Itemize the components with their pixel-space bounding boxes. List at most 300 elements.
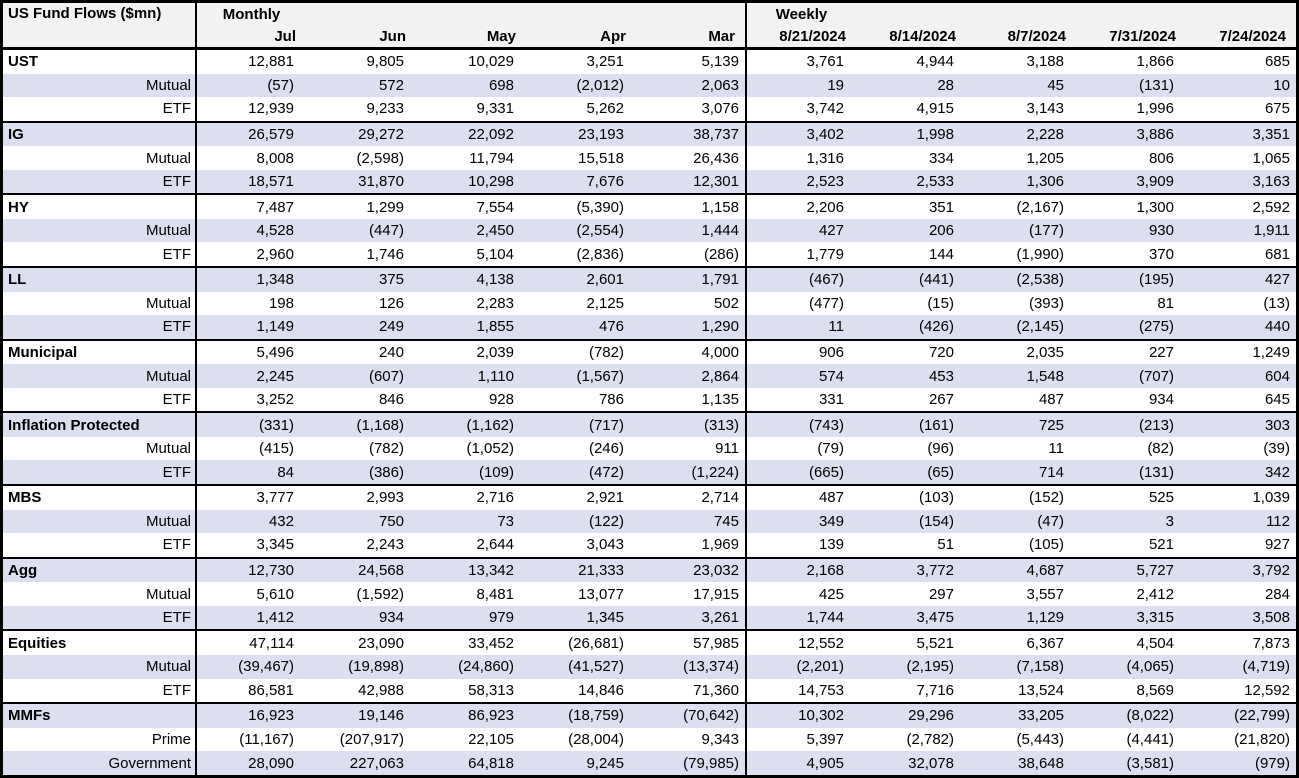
cell: 2,035 bbox=[1026, 343, 1064, 361]
column-header-mar: Mar bbox=[636, 25, 746, 49]
table-row bbox=[3, 533, 1296, 558]
cell: 334 bbox=[928, 149, 954, 167]
cell: (11,167) bbox=[239, 730, 294, 748]
cell: 928 bbox=[488, 391, 514, 409]
cell: 3,402 bbox=[746, 122, 856, 147]
table-row bbox=[3, 558, 1296, 583]
cell: 927 bbox=[1264, 536, 1290, 554]
cell: (1,162) bbox=[416, 412, 526, 437]
cell: 12,552 bbox=[798, 634, 844, 652]
column-header-week-1: 8/21/2024 bbox=[746, 25, 856, 49]
cell: 249 bbox=[306, 315, 416, 340]
cell: (22,799) bbox=[1186, 703, 1296, 728]
cell: 2,039 bbox=[476, 343, 514, 361]
cell: 725 bbox=[966, 412, 1076, 437]
cell: 1,290 bbox=[636, 315, 746, 340]
table-header bbox=[3, 3, 1296, 49]
table-row bbox=[3, 74, 1296, 98]
cell: 3,772 bbox=[856, 558, 966, 583]
cell: 645 bbox=[1264, 391, 1290, 409]
section-header-row bbox=[3, 3, 1296, 25]
cell: 3,761 bbox=[806, 53, 844, 71]
cell: 3,508 bbox=[1186, 606, 1296, 631]
cell: 13,342 bbox=[416, 558, 526, 583]
column-header-jun: Jun bbox=[306, 25, 416, 49]
cell: 8,008 bbox=[256, 149, 294, 167]
cell: 3,909 bbox=[1076, 170, 1186, 195]
cell: 22,092 bbox=[416, 122, 526, 147]
cell: (2,598) bbox=[356, 149, 404, 167]
cell: 911 bbox=[636, 437, 746, 461]
cell: 14,753 bbox=[798, 681, 844, 699]
cell: 846 bbox=[378, 391, 404, 409]
cell: 17,915 bbox=[636, 582, 746, 606]
cell: (286) bbox=[636, 242, 746, 267]
cell: (2,836) bbox=[576, 245, 624, 263]
cell: 4,138 bbox=[416, 267, 526, 292]
cell: 19,146 bbox=[306, 703, 416, 728]
table-row bbox=[3, 97, 1296, 122]
cell: 2,993 bbox=[366, 489, 404, 507]
cell: (447) bbox=[306, 219, 416, 243]
cell: 3,143 bbox=[1026, 100, 1064, 118]
cell: 3,777 bbox=[256, 489, 294, 507]
cell: 9,343 bbox=[636, 728, 746, 752]
cell: 31,870 bbox=[306, 170, 416, 195]
cell: 4,687 bbox=[966, 558, 1076, 583]
cell: (4,441) bbox=[1126, 730, 1174, 748]
row-label: Mutual bbox=[3, 74, 196, 98]
cell: 476 bbox=[526, 315, 636, 340]
cell: (213) bbox=[1076, 412, 1186, 437]
cell: 29,296 bbox=[856, 703, 966, 728]
column-header-may: May bbox=[416, 25, 526, 49]
row-label: Government bbox=[3, 751, 196, 775]
row-label: Mutual bbox=[3, 146, 196, 170]
cell: 33,205 bbox=[966, 703, 1076, 728]
table-row bbox=[3, 655, 1296, 679]
cell: (707) bbox=[1076, 364, 1186, 388]
column-header-week-5: 7/24/2024 bbox=[1186, 25, 1296, 49]
cell: (109) bbox=[416, 460, 526, 485]
cell: 453 bbox=[856, 364, 966, 388]
table-body bbox=[3, 49, 1296, 776]
cell: 22,105 bbox=[468, 730, 514, 748]
cell: 12,592 bbox=[1244, 681, 1290, 699]
cell: (82) bbox=[1147, 440, 1174, 458]
cell: 1,135 bbox=[636, 388, 746, 413]
cell: (2,195) bbox=[856, 655, 966, 679]
section-label-monthly: Monthly bbox=[196, 3, 306, 25]
cell: 12,881 bbox=[248, 53, 294, 71]
cell: 24,568 bbox=[306, 558, 416, 583]
cell: 1,998 bbox=[856, 122, 966, 147]
cell: (154) bbox=[856, 510, 966, 534]
cell: (2,201) bbox=[746, 655, 856, 679]
cell: 11,794 bbox=[469, 149, 514, 167]
cell: 18,571 bbox=[196, 170, 306, 195]
row-label: Mutual bbox=[3, 510, 196, 534]
cell: (4,719) bbox=[1186, 655, 1296, 679]
cell: 26,579 bbox=[196, 122, 306, 147]
cell: 32,078 bbox=[856, 751, 966, 775]
cell: (39) bbox=[1263, 440, 1290, 458]
cell: 3,163 bbox=[1186, 170, 1296, 195]
cell: 206 bbox=[856, 219, 966, 243]
cell: (207,917) bbox=[339, 730, 404, 748]
cell: 2,125 bbox=[586, 294, 624, 312]
cell: 3,043 bbox=[586, 536, 624, 554]
cell: (65) bbox=[856, 460, 966, 485]
cell: 370 bbox=[1148, 245, 1174, 263]
cell: 1,348 bbox=[196, 267, 306, 292]
cell: 2,714 bbox=[636, 485, 746, 510]
cell: 139 bbox=[818, 536, 844, 554]
cell: 979 bbox=[416, 606, 526, 631]
row-label: Equities bbox=[3, 630, 196, 655]
cell: 4,000 bbox=[636, 340, 746, 365]
cell: (246) bbox=[588, 440, 624, 458]
cell: 2,228 bbox=[966, 122, 1076, 147]
cell: 240 bbox=[378, 343, 404, 361]
cell: 11 bbox=[1048, 440, 1064, 458]
table-row bbox=[3, 194, 1296, 219]
cell: 4,905 bbox=[746, 751, 856, 775]
cell: (2,538) bbox=[966, 267, 1076, 292]
table-row bbox=[3, 606, 1296, 631]
row-label: ETF bbox=[3, 315, 196, 340]
column-header-week-4: 7/31/2024 bbox=[1076, 25, 1186, 49]
cell: 1,996 bbox=[1136, 100, 1174, 118]
cell: 1,345 bbox=[526, 606, 636, 631]
cell: 33,452 bbox=[468, 634, 514, 652]
cell: 2,168 bbox=[746, 558, 856, 583]
cell: 3,742 bbox=[806, 100, 844, 118]
cell: 331 bbox=[818, 391, 844, 409]
cell: 4,528 bbox=[196, 219, 306, 243]
cell: 7,676 bbox=[526, 170, 636, 195]
cell: (1,592) bbox=[356, 585, 404, 603]
header-spacer bbox=[526, 3, 636, 25]
header-spacer bbox=[1076, 3, 1186, 25]
cell: 47,114 bbox=[249, 634, 294, 652]
cell: 750 bbox=[306, 510, 416, 534]
cell: 1,969 bbox=[636, 533, 746, 558]
cell: 681 bbox=[1264, 245, 1290, 263]
cell: 28,090 bbox=[196, 751, 306, 775]
row-label: ETF bbox=[3, 679, 196, 704]
cell: 8,569 bbox=[1136, 681, 1174, 699]
cell: 19 bbox=[746, 74, 856, 98]
cell: 1,306 bbox=[966, 170, 1076, 195]
cell: 521 bbox=[1148, 536, 1174, 554]
cell: (41,527) bbox=[526, 655, 636, 679]
cell: 2,716 bbox=[476, 489, 514, 507]
cell: (18,759) bbox=[526, 703, 636, 728]
cell: 714 bbox=[966, 460, 1076, 485]
cell: (13) bbox=[1263, 294, 1290, 312]
cell: (79,985) bbox=[636, 751, 746, 775]
table-row bbox=[3, 679, 1296, 704]
cell: 3,351 bbox=[1186, 122, 1296, 147]
cell: (275) bbox=[1076, 315, 1186, 340]
row-label: Mutual bbox=[3, 292, 196, 316]
cell: (1,567) bbox=[526, 364, 636, 388]
table-row bbox=[3, 388, 1296, 413]
row-label: Inflation Protected bbox=[3, 412, 196, 437]
cell: 284 bbox=[1264, 585, 1290, 603]
cell: 303 bbox=[1186, 412, 1296, 437]
cell: 12,730 bbox=[196, 558, 306, 583]
cell: 349 bbox=[746, 510, 856, 534]
cell: (13,374) bbox=[636, 655, 746, 679]
cell: 1,039 bbox=[1252, 489, 1290, 507]
cell: 1,300 bbox=[1136, 198, 1174, 216]
cell: (782) bbox=[368, 440, 404, 458]
row-label: ETF bbox=[3, 242, 196, 267]
row-label: ETF bbox=[3, 606, 196, 631]
cell: 23,090 bbox=[358, 634, 404, 652]
cell: 3,252 bbox=[256, 391, 294, 409]
cell: (79) bbox=[817, 440, 844, 458]
cell: 675 bbox=[1264, 100, 1290, 118]
row-label: HY bbox=[3, 194, 196, 219]
cell: (717) bbox=[526, 412, 636, 437]
column-header-jul: Jul bbox=[196, 25, 306, 49]
cell: 5,139 bbox=[636, 49, 746, 74]
cell: 1,149 bbox=[196, 315, 306, 340]
cell: 227 bbox=[1148, 343, 1174, 361]
cell: (441) bbox=[856, 267, 966, 292]
cell: 11 bbox=[746, 315, 856, 340]
cell: 425 bbox=[818, 585, 844, 603]
row-label: UST bbox=[3, 49, 196, 74]
cell: (665) bbox=[746, 460, 856, 485]
cell: 3,345 bbox=[256, 536, 294, 554]
cell: (15) bbox=[927, 294, 954, 312]
table-row bbox=[3, 267, 1296, 292]
cell: 1,205 bbox=[1026, 149, 1064, 167]
cell: 84 bbox=[196, 460, 306, 485]
cell: 2,412 bbox=[1136, 585, 1174, 603]
section-label-weekly: Weekly bbox=[746, 3, 856, 25]
cell: 3,188 bbox=[1026, 53, 1064, 71]
cell: 698 bbox=[416, 74, 526, 98]
cell: (607) bbox=[306, 364, 416, 388]
cell: 10,298 bbox=[416, 170, 526, 195]
cell: 2,960 bbox=[256, 245, 294, 263]
cell: 5,397 bbox=[806, 730, 844, 748]
cell: 1,746 bbox=[366, 245, 404, 263]
cell: 1,548 bbox=[966, 364, 1076, 388]
cell: 5,104 bbox=[476, 245, 514, 263]
cell: 432 bbox=[196, 510, 306, 534]
cell: 12,301 bbox=[636, 170, 746, 195]
cell: 3,792 bbox=[1186, 558, 1296, 583]
cell: 2,245 bbox=[196, 364, 306, 388]
table-row bbox=[3, 460, 1296, 485]
cell: 1,299 bbox=[366, 198, 404, 216]
cell: 198 bbox=[268, 294, 294, 312]
table-row bbox=[3, 437, 1296, 461]
cell: (331) bbox=[196, 412, 306, 437]
table-row bbox=[3, 170, 1296, 195]
cell: (161) bbox=[856, 412, 966, 437]
cell: 487 bbox=[818, 489, 844, 507]
cell: (152) bbox=[1028, 489, 1064, 507]
cell: 1,911 bbox=[1186, 219, 1296, 243]
cell: (47) bbox=[966, 510, 1076, 534]
cell: 2,063 bbox=[636, 74, 746, 98]
cell: 73 bbox=[416, 510, 526, 534]
cell: 1,158 bbox=[636, 194, 746, 219]
table-row bbox=[3, 49, 1296, 74]
row-label: MMFs bbox=[3, 703, 196, 728]
table-row bbox=[3, 146, 1296, 170]
cell: (1,168) bbox=[306, 412, 416, 437]
cell: 29,272 bbox=[306, 122, 416, 147]
cell: 6,367 bbox=[1026, 634, 1064, 652]
header-spacer bbox=[416, 3, 526, 25]
cell: (3,581) bbox=[1076, 751, 1186, 775]
cell: (2,012) bbox=[526, 74, 636, 98]
cell: (105) bbox=[1028, 536, 1064, 554]
cell: 23,032 bbox=[636, 558, 746, 583]
cell: (2,145) bbox=[966, 315, 1076, 340]
table-row bbox=[3, 122, 1296, 147]
cell: 10 bbox=[1186, 74, 1296, 98]
cell: 2,533 bbox=[856, 170, 966, 195]
cell: 2,644 bbox=[476, 536, 514, 554]
cell: 2,206 bbox=[806, 198, 844, 216]
cell: 1,110 bbox=[416, 364, 526, 388]
cell: (467) bbox=[746, 267, 856, 292]
cell: 1,855 bbox=[416, 315, 526, 340]
cell: 28 bbox=[856, 74, 966, 98]
cell: 38,737 bbox=[636, 122, 746, 147]
row-label: Agg bbox=[3, 558, 196, 583]
cell: 3,886 bbox=[1076, 122, 1186, 147]
row-label: LL bbox=[3, 267, 196, 292]
cell: 720 bbox=[928, 343, 954, 361]
cell: 38,648 bbox=[966, 751, 1076, 775]
cell: 2,921 bbox=[586, 489, 624, 507]
table-row bbox=[3, 219, 1296, 243]
cell: 786 bbox=[598, 391, 624, 409]
cell: 930 bbox=[1076, 219, 1186, 243]
row-label: ETF bbox=[3, 460, 196, 485]
cell: 144 bbox=[928, 245, 954, 263]
row-label: Prime bbox=[3, 728, 196, 752]
cell: 2,592 bbox=[1252, 198, 1290, 216]
table-row bbox=[3, 582, 1296, 606]
cell: 574 bbox=[746, 364, 856, 388]
cell: 3 bbox=[1076, 510, 1186, 534]
cell: 297 bbox=[928, 585, 954, 603]
cell: 604 bbox=[1186, 364, 1296, 388]
cell: (2,167) bbox=[1016, 198, 1064, 216]
column-header-row bbox=[3, 25, 1296, 49]
cell: 342 bbox=[1186, 460, 1296, 485]
cell: 4,915 bbox=[916, 100, 954, 118]
cell: 86,923 bbox=[416, 703, 526, 728]
cell: (96) bbox=[927, 440, 954, 458]
cell: 14,846 bbox=[578, 681, 624, 699]
cell: 487 bbox=[1038, 391, 1064, 409]
cell: 572 bbox=[306, 74, 416, 98]
cell: 71,360 bbox=[636, 679, 746, 704]
cell: 3,251 bbox=[586, 53, 624, 71]
cell: 64,818 bbox=[416, 751, 526, 775]
cell: 4,944 bbox=[916, 53, 954, 71]
cell: 42,988 bbox=[358, 681, 404, 699]
cell: 3,261 bbox=[636, 606, 746, 631]
cell: 16,923 bbox=[196, 703, 306, 728]
table-row bbox=[3, 412, 1296, 437]
cell: (1,052) bbox=[466, 440, 514, 458]
cell: 1,249 bbox=[1252, 343, 1290, 361]
table-row bbox=[3, 630, 1296, 655]
cell: 15,518 bbox=[578, 149, 624, 167]
cell: 7,554 bbox=[476, 198, 514, 216]
cell: 3,475 bbox=[856, 606, 966, 631]
cell: (4,065) bbox=[1076, 655, 1186, 679]
cell: (24,860) bbox=[416, 655, 526, 679]
cell: 8,481 bbox=[476, 585, 514, 603]
cell: 13,077 bbox=[578, 585, 624, 603]
cell: (472) bbox=[526, 460, 636, 485]
cell: 13,524 bbox=[1018, 681, 1064, 699]
cell: (743) bbox=[746, 412, 856, 437]
cell: 5,521 bbox=[916, 634, 954, 652]
cell: 126 bbox=[378, 294, 404, 312]
cell: 12,939 bbox=[248, 100, 294, 118]
cell: (39,467) bbox=[196, 655, 306, 679]
table-row bbox=[3, 703, 1296, 728]
cell: 5,496 bbox=[256, 343, 294, 361]
row-label: ETF bbox=[3, 388, 196, 413]
cell: 2,243 bbox=[366, 536, 404, 554]
row-label: ETF bbox=[3, 97, 196, 122]
table-row bbox=[3, 364, 1296, 388]
cell: (19,898) bbox=[306, 655, 416, 679]
cell: (393) bbox=[1028, 294, 1064, 312]
cell: 502 bbox=[636, 292, 746, 316]
cell: 1,779 bbox=[806, 245, 844, 263]
cell: 5,610 bbox=[256, 585, 294, 603]
cell: (5,443) bbox=[1016, 730, 1064, 748]
cell: 4,504 bbox=[1136, 634, 1174, 652]
table-row bbox=[3, 315, 1296, 340]
cell: (2,554) bbox=[526, 219, 636, 243]
cell: (195) bbox=[1076, 267, 1186, 292]
cell: 45 bbox=[966, 74, 1076, 98]
cell: (57) bbox=[196, 74, 306, 98]
table-row bbox=[3, 728, 1296, 752]
cell: 51 bbox=[937, 536, 954, 554]
cell: 745 bbox=[636, 510, 746, 534]
cell: 227,063 bbox=[306, 751, 416, 775]
cell: 906 bbox=[818, 343, 844, 361]
table-row bbox=[3, 242, 1296, 267]
cell: 10,029 bbox=[468, 53, 514, 71]
table-row bbox=[3, 510, 1296, 534]
table-title: US Fund Flows ($mn) bbox=[3, 3, 196, 49]
column-header-week-3: 8/7/2024 bbox=[966, 25, 1076, 49]
cell: 2,283 bbox=[476, 294, 514, 312]
cell: 1,744 bbox=[746, 606, 856, 631]
cell: (28,004) bbox=[568, 730, 624, 748]
